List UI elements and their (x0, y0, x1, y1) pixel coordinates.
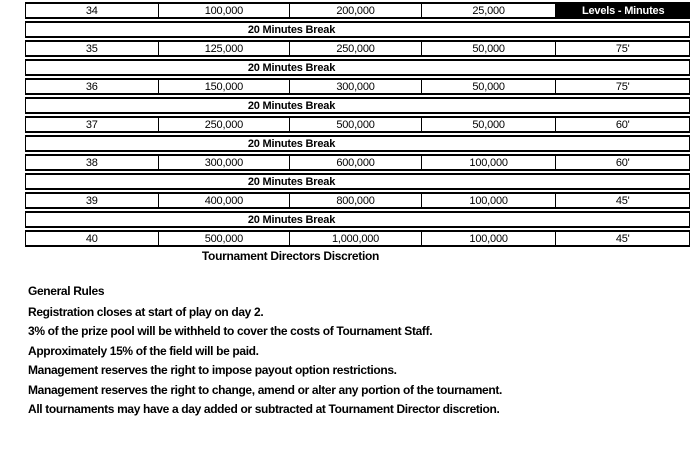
break-label: 20 Minutes Break (247, 99, 336, 112)
break-label: 20 Minutes Break (247, 61, 336, 74)
minutes-cell: 45' (555, 232, 689, 245)
level-cell: 39 (85, 194, 98, 207)
ante-cell: 100,000 (421, 156, 556, 169)
minutes-cell: 60' (555, 118, 689, 131)
big-blind-cell: 250,000 (289, 42, 421, 55)
level-cell: 35 (85, 42, 98, 55)
small-blind-cell: 100,000 (158, 4, 290, 17)
ante-cell: 50,000 (421, 42, 556, 55)
blind-structure-table (25, 2, 690, 263)
level-cell: 37 (85, 118, 98, 131)
table-row-level-39 (25, 192, 690, 209)
big-blind-cell: 300,000 (289, 80, 421, 93)
table-row-level-36 (25, 78, 690, 95)
break-row (25, 97, 690, 114)
minutes-cell: 45' (555, 194, 689, 207)
minutes-cell: 60' (555, 156, 689, 169)
small-blind-cell: 300,000 (158, 156, 290, 169)
table-row-level-37 (25, 116, 690, 133)
minutes-cell: 75' (555, 42, 689, 55)
level-cell: 38 (85, 156, 98, 169)
rule-line: Registration closes at start of play on day 2. (28, 304, 264, 319)
general-rules-section (28, 282, 502, 420)
table-row-level-35 (25, 40, 690, 57)
small-blind-cell: 150,000 (158, 80, 290, 93)
rule-line: 3% of the prize pool will be withheld to cover the costs of Tournament Staff. (28, 324, 433, 338)
ante-cell: 25,000 (421, 4, 556, 17)
ante-cell: 100,000 (421, 232, 556, 245)
big-blind-cell: 200,000 (289, 4, 421, 17)
levels-minutes-header: Levels - Minutes (555, 2, 690, 19)
general-rules-title: General Rules (28, 284, 105, 298)
level-cell: 40 (85, 232, 98, 245)
table-row-level-38 (25, 154, 690, 171)
table-row-level-40 (25, 230, 690, 247)
break-row (25, 173, 690, 190)
break-label: 20 Minutes Break (247, 23, 336, 36)
break-row (25, 59, 690, 76)
small-blind-cell: 125,000 (158, 42, 290, 55)
table-footer (25, 249, 690, 263)
rule-line: All tournaments may have a day added or subtracted at Tournament Director discretion. (28, 402, 500, 416)
directors-discretion-label: Tournament Directors Discretion (201, 249, 380, 263)
ante-cell: 100,000 (421, 194, 556, 207)
small-blind-cell: 400,000 (158, 194, 290, 207)
small-blind-cell: 250,000 (158, 118, 290, 131)
table-row-level-34 (25, 2, 690, 19)
break-row (25, 211, 690, 228)
break-row (25, 135, 690, 152)
break-label: 20 Minutes Break (247, 175, 336, 188)
big-blind-cell: 600,000 (289, 156, 421, 169)
rule-line: Approximately 15% of the field will be paid. (28, 343, 259, 358)
big-blind-cell: 1,000,000 (289, 232, 421, 245)
big-blind-cell: 500,000 (289, 118, 421, 131)
big-blind-cell: 800,000 (289, 194, 421, 207)
level-cell: 34 (85, 4, 98, 17)
break-label: 20 Minutes Break (247, 213, 336, 226)
break-label: 20 Minutes Break (247, 137, 336, 150)
rule-line: Management reserves the right to impose payout option restrictions. (28, 363, 397, 377)
rule-line: Management reserves the right to change, amend or alter any portion of the tournament. (28, 382, 502, 397)
small-blind-cell: 500,000 (158, 232, 290, 245)
break-row (25, 21, 690, 38)
level-cell: 36 (85, 80, 98, 93)
minutes-cell: 75' (555, 80, 689, 93)
ante-cell: 50,000 (421, 118, 556, 131)
ante-cell: 50,000 (421, 80, 556, 93)
